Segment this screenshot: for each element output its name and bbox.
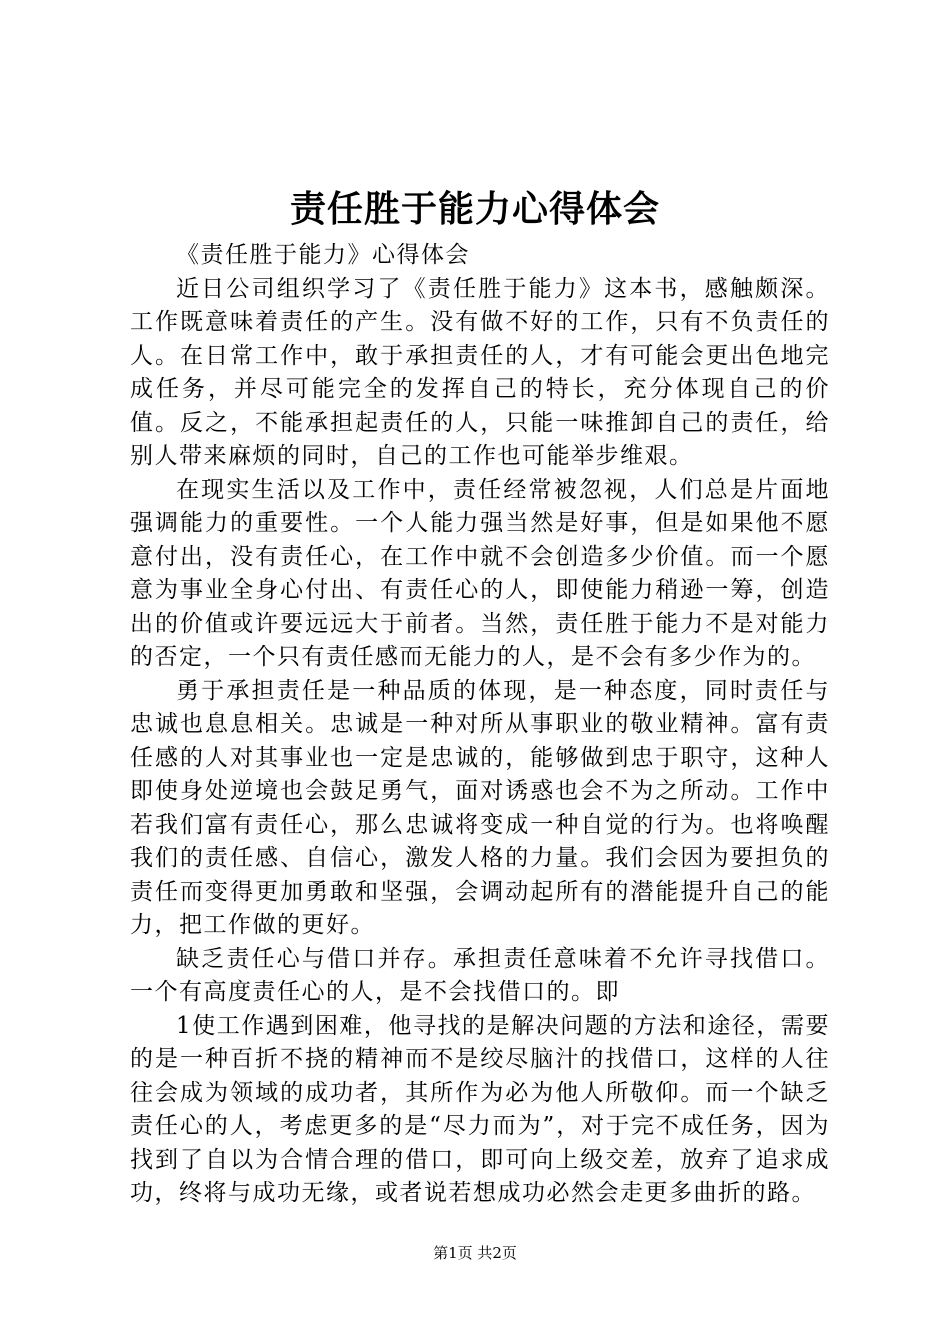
document-body [130, 239, 830, 1211]
subtitle-paragraph: 《责任胜于能力》心得体会 [176, 242, 470, 268]
body-paragraph: 1使工作遇到困难，他寻找的是解决问题的方法和途径，需要的是一种百折不挠的精神而不是绞尽脑汁的找借口，这样的人往往会成为领域的成功者，其所作为必为他人所敬仰。而一个缺乏责任心的人，考虑更多的是“尽力而为”，对于完不成任务，因为找到了自以为合情合理的借口，即可向上级交差，放弃了追求成功，终将与成功无缘，或者说若想成功必然会走更多曲折的路。 [130, 1012, 830, 1206]
body-paragraph: 近日公司组织学习了《责任胜于能力》这本书，感触颇深。工作既意味着责任的产生。没有做不好的工作，只有不负责任的人。在日常工作中，敢于承担责任的人，才有可能会更出色地完成任务，并尽可能完全的发挥自己的特长，充分体现自己的价值。反之，不能承担起责任的人，只能一味推卸自己的责任，给别人带来麻烦的同时，自己的工作也可能举步维艰。 [130, 275, 830, 469]
document-title: 责任胜于能力心得体会 [289, 188, 660, 230]
body-paragraph: 勇于承担责任是一种品质的体现，是一种态度，同时责任与忠诚也息息相关。忠诚是一种对所从事职业的敬业精神。富有责任感的人对其事业也一定是忠诚的，能够做到忠于职守，这种人即使身处逆境也会鼓足勇气，面对诱惑也会不为之所动。工作中若我们富有责任心，那么忠诚将变成一种自觉的行为。也将唤醒我们的责任感、自信心，激发人格的力量。我们会因为要担负的责任而变得更加勇敢和坚强，会调动起所有的潜能提升自己的能力，把工作做的更好。 [130, 677, 830, 938]
page-footer: 第1页 共2页 [433, 1244, 517, 1262]
body-paragraph: 在现实生活以及工作中，责任经常被忽视，人们总是片面地强调能力的重要性。一个人能力强当然是好事，但是如果他不愿意付出，没有责任心，在工作中就不会创造多少价值。而一个愿意为事业全身心付出、有责任心的人，即使能力稍逊一筹，创造出的价值或许要远远大于前者。当然，责任胜于能力不是对能力的否定，一个只有责任感而无能力的人，是不会有多少作为的。 [130, 476, 830, 670]
body-paragraph: 缺乏责任心与借口并存。承担责任意味着不允许寻找借口。一个有高度责任心的人，是不会找借口的。即 [130, 945, 830, 1005]
